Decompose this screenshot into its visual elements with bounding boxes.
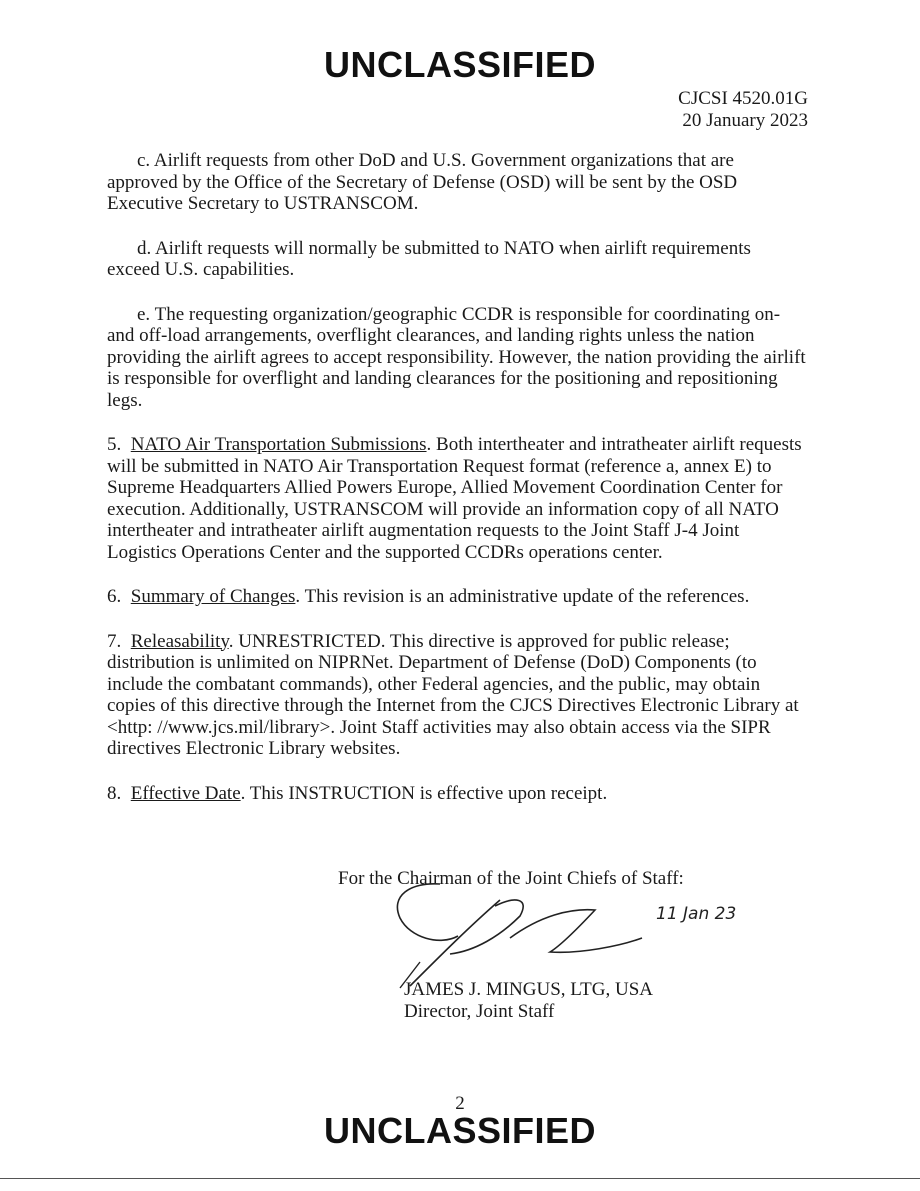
paragraph-e: e. The requesting organization/geographic CCDR is responsible for coordinating on- and off-load arrangements, overflight clearances, and landing rights unless the nation providing the airlift agrees to accept responsibility. However, the nation providing the airlift is responsible for overflight and landing clearances for the positioning and repositioning legs. xyxy=(107,303,806,411)
document-identifier xyxy=(678,88,808,132)
paragraph-d: d. Airlift requests will normally be submitted to NATO when airlift requirements exceed U.S. capabilities. xyxy=(107,237,751,280)
paragraph-text: . This INSTRUCTION is effective upon receipt. xyxy=(240,782,608,804)
handwritten-date: 11 Jan 23 xyxy=(656,904,737,924)
paragraph-text: . Both intertheater and intratheater airlift requests will be submitted in NATO Air Transportation Request format (reference a, annex E) to Supreme Headquarters Allied Powers Europe, Allied Movement Coordination Center for execution. Additionally, USTRANSCOM will provide an information copy of all NATO intertheater and intratheater airlift augmentation requests to the Joint Staff J-4 Joint Logistics Operations Center and the supported CCDRs operations center. xyxy=(107,434,802,563)
signer-name: JAMES J. MINGUS, LTG, USA xyxy=(404,979,653,1000)
handwritten-signature xyxy=(380,876,670,996)
paragraph-text: . This revision is an administrative update of the references. xyxy=(295,586,750,607)
paragraph-number: 5. xyxy=(107,434,122,455)
classification-banner-bottom: UNCLASSIFIED xyxy=(323,1110,596,1151)
paragraph-text: . UNRESTRICTED. This directive is approved for public release; distribution is unlimited on NIPRNet. Department of Defense (DoD) Components (to include the combatant commands), other Federal agencies, and the public, may obtain copies of this directive through the Internet from the CJCS Directives Electronic Library at <http: //www.jcs.mil/library>. Joint Staff activities may also obtain access via the SIPR directives Electronic Library websites. xyxy=(107,630,799,759)
classification-banner-top: UNCLASSIFIED xyxy=(323,44,596,85)
paragraph-heading: Effective Date xyxy=(130,782,241,804)
paragraph-heading: Summary of Changes xyxy=(130,586,296,607)
paragraph-5 xyxy=(107,434,807,563)
doc-date: 20 January 2023 xyxy=(682,110,808,131)
doc-number: CJCSI 4520.01G xyxy=(678,88,808,109)
paragraph-7 xyxy=(107,631,807,760)
paragraph-heading: Releasability xyxy=(130,630,229,652)
paragraph-number: 7. xyxy=(107,630,122,652)
signature-authority-line: For the Chairman of the Joint Chiefs of Staff: xyxy=(338,868,684,889)
document-body xyxy=(107,150,807,827)
paragraph-number: 6. xyxy=(107,586,122,607)
paragraph-number: 8. xyxy=(107,782,122,804)
footer-divider xyxy=(0,1178,920,1179)
paragraph-heading: NATO Air Transportation Submissions xyxy=(130,434,427,455)
page-number: 2 xyxy=(455,1093,465,1114)
paragraph-6 xyxy=(107,586,807,608)
paragraph-c: c. Airlift requests from other DoD and U.S. Government organizations that are approved by the Office of the Secretary of Defense (OSD) will be sent by the OSD Executive Secretary to USTRANSCOM. xyxy=(107,150,738,214)
signer-title: Director, Joint Staff xyxy=(404,1001,555,1022)
paragraph-8 xyxy=(107,783,807,805)
